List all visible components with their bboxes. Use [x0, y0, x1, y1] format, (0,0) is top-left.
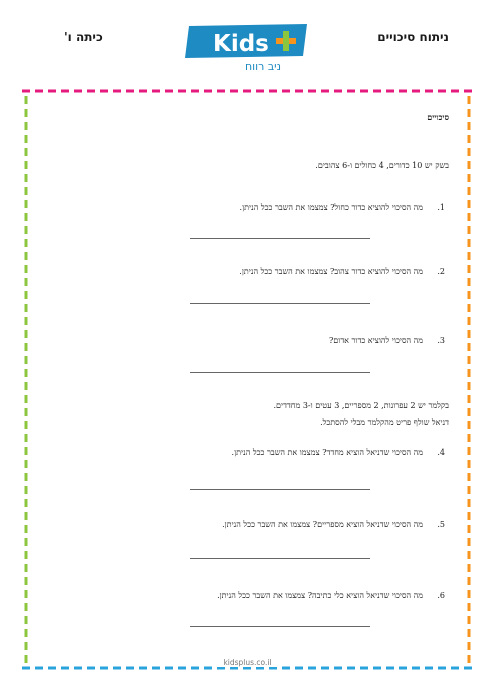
question-number: 6. [437, 591, 445, 600]
answer-line-2[interactable] [190, 303, 370, 304]
intro-bag: בשק יש 10 כדורים, 4 כחולים ו-6 צהובים. [315, 161, 449, 170]
answer-line-5[interactable] [190, 558, 370, 559]
answer-line-4[interactable] [190, 489, 370, 490]
intro-pencil-case: בקלמר יש 2 עפרונות, 2 מספריים, 3 עטים ו-3 מחדדים. [273, 401, 449, 410]
intro-daniel: דניאל שולף פריט מהקלמר מבלי להסתכל. [320, 418, 449, 427]
question-text: מה הסיכוי שדניאל הוציא כלי כתיבה? צמצמו את השבר ככל הניתן. [217, 591, 423, 600]
question-number: 2. [437, 267, 445, 276]
logo-subtitle: ניב רווח [244, 60, 282, 73]
question-number: 5. [437, 520, 445, 529]
question-number: 3. [437, 336, 445, 345]
worksheet-title: ניתוח סיכויים [377, 30, 449, 44]
answer-line-6[interactable] [190, 626, 370, 627]
answer-line-1[interactable] [190, 238, 370, 239]
question-text: מה הסיכוי להוציא כדור אדום? [328, 336, 423, 345]
question-number: 4. [437, 448, 445, 457]
question-text: מה הסיכוי שדניאל הוציא מספריים? צמצמו את השבר ככל הניתן. [222, 520, 423, 529]
footer-url[interactable]: kidsplus.co.il [217, 658, 277, 667]
logo-word: Kids [213, 31, 269, 57]
question-text: מה הסיכוי להוציא כדור צהוב? צמצמו את השבר ככל הניתן. [239, 267, 423, 276]
footer [0, 658, 495, 667]
question-text: מה הסיכוי להוציא כדור כחול? צמצמו את השבר ככל הניתן. [239, 203, 423, 212]
grade-label: כיתה ו' [64, 30, 103, 44]
question-text: מה הסיכוי שדניאל הוציא מחדד? צמצמו את השבר ככל הניתן. [231, 448, 423, 457]
section-title: סיכויים [427, 112, 449, 122]
kids-plus-logo [183, 22, 311, 74]
answer-line-3[interactable] [190, 372, 370, 373]
question-number: 1. [437, 203, 445, 212]
